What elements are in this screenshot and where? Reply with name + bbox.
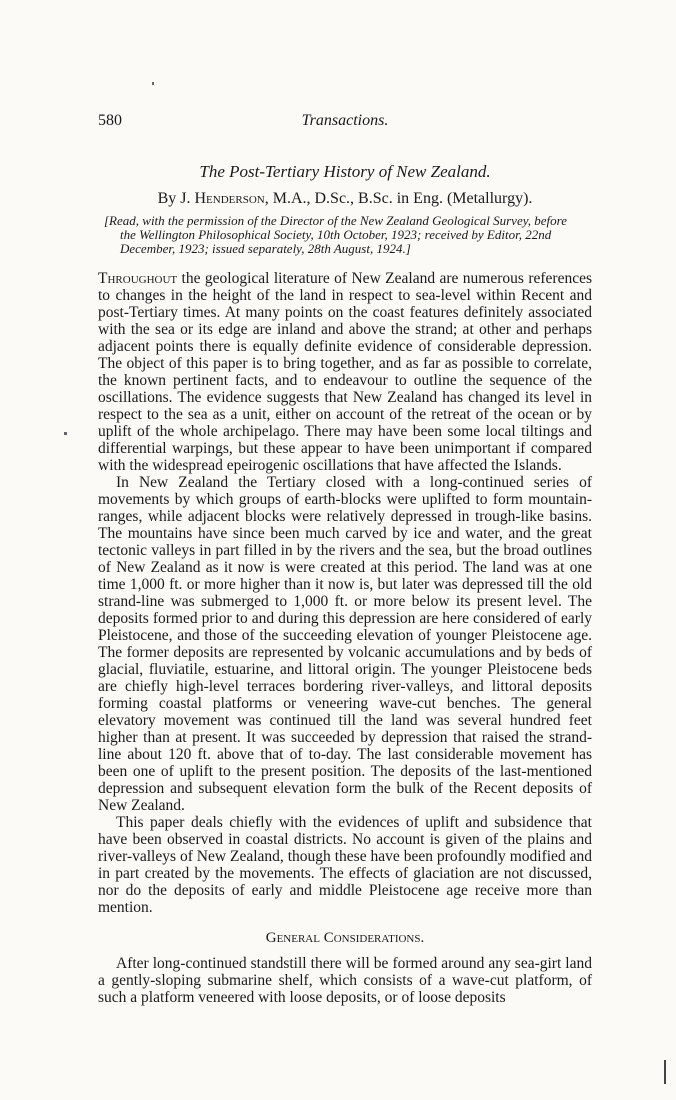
author-name: Henderson [194,190,265,207]
byline [98,190,592,208]
paragraph-3: This paper deals chiefly with the evidences of uplift and subsidence that have been observed in coastal districts. No account is given of the plains and river-valleys of New Zealand, though these have been profoundly modified and in part created by the movements. The effects of glaciation are not discussed, nor do the deposits of early and middle Pleistocene age receive more than mention. [98,814,592,916]
note-line-2: the Wellington Philosophical Society, 10th October, 1923; received by Editor, 22nd [120,227,552,242]
scan-speck [152,82,154,85]
paragraph-lead-word: Throughout [98,270,178,287]
note-line-3: December, 1923; issued separately, 28th August, 1924.] [120,241,411,256]
paragraph-2: In New Zealand the Tertiary closed with a long-continued series of movements by which groups of earth-blocks were uplifted to form mountain-ranges, while adjacent blocks were relatively depressed in trough-like basins. The mountains have since been much carved by ice and water, and the great tectonic valleys in part filled in by the rivers and the sea, but the broad outlines of New Zealand as it now is were created at this period. The land was at one time 1,000 ft. or more higher than it now is, but later was depressed till the old strand-line was submerged to 1,000 ft. or more below its present level. The deposits formed prior to and during this depression are here considered of early Pleistocene, and those of the succeeding elevation of younger Pleistocene age. The former deposits are represented by volcanic accumulations and by beds of glacial, fluviatile, estuarine, and littoral origin. The younger Pleistocene beds are chiefly high-level terraces bordering river-valleys, and littoral deposits forming coastal platforms or veneering wave-cut benches. The general elevatory movement was continued till the land was several hundred feet higher than at present. It was succeeded by depression that raised the strand-line about 120 ft. above that of to-day. The last considerable movement has been one of uplift to the present position. The deposits of the last-mentioned depression and subsequent elevation form the bulk of the Recent deposits of New Zealand. [98,474,592,814]
publication-note [104,214,592,256]
note-line-1: [Read, with the permission of the Director of the New Zealand Geological Survey, before [104,213,567,228]
page-edge-mark [664,1060,666,1084]
scan-speck [64,432,67,435]
section-paragraph: After long-continued standstill there will be formed around any sea-girt land a gently-sloping submarine shelf, which consists of a wave-cut platform, of such a platform veneered with loose deposits, or of loose deposits [98,955,592,1006]
section-heading: General Considerations. [265,930,425,946]
paragraph-1 [98,270,592,474]
article-title: The Post-Tertiary History of New Zealand. [199,162,491,181]
paragraph-1-text: the geological literature of New Zealand are numerous references to changes in the height of the land in respect to sea-level within Recent and post-Tertiary times. At many points on the coast features definitely associated with the sea or its edge are inland and above the strand; at other and perhaps adjacent points there is equally definite evidence of considerable depression. The object of this paper is to bring together, and as far as possible to correlate, the known pertinent facts, and to endeavour to outline the sequence of the oscillations. The evidence suggests that New Zealand has changed its level in respect to the sea as a unit, either on account of the retreat of the ocean or by uplift of the whole archipelago. There may have been some local tiltings and differential warpings, but these appear to have been unimportant if compared with the widespread epeirogenic oscillations that have affected the Islands. [98,270,592,474]
byline-prefix: By J. [157,190,191,207]
article-body [98,270,592,1006]
page-number: 580 [98,112,122,129]
running-title: Transactions. [301,112,389,129]
page-header [98,112,592,134]
byline-suffix: , M.A., D.Sc., B.Sc. in Eng. (Metallurgy). [264,190,533,207]
